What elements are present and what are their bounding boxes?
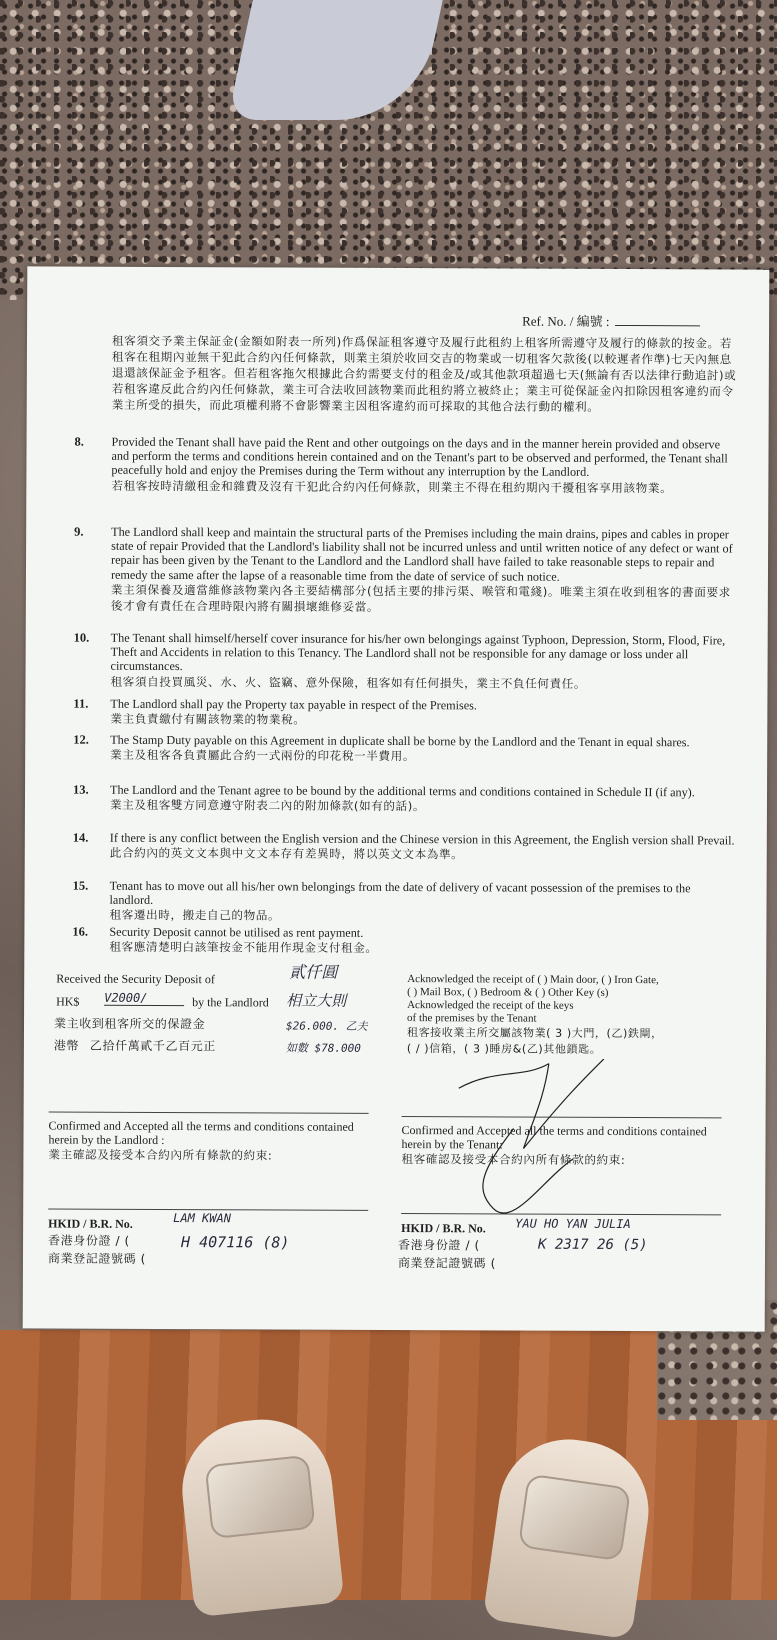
clause-number: 12. xyxy=(73,732,89,747)
ref-label: Ref. No. / 編號 : xyxy=(522,313,610,329)
tenancy-agreement-page xyxy=(23,266,770,1331)
clause-14-english: If there is any conflict between the English version and the Chinese version in this Agreement, the English version shall Prevail. xyxy=(109,830,735,848)
keys-chinese-line-2: ( / )信箱，( 3 )睡房&(乙)其他鎖匙。 xyxy=(406,1042,602,1056)
hk-dollar-chinese-label: 港幣 xyxy=(53,1038,80,1053)
clause-15-english: Tenant has to move out all his/her own belongings from the date of delivery of vacant possession of the premises to the landlord. xyxy=(109,878,691,908)
shoe-bow xyxy=(205,1455,316,1539)
clause-10-chinese: 租客須自投買風災、水、火、盜竊、意外保險，租客如有任何損失，業主不負任何責任。 xyxy=(110,674,587,691)
tenant-hkid-label: HKID / B.R. No. xyxy=(401,1221,486,1236)
landlord-handwritten-name: 相立大則 xyxy=(286,991,347,1010)
clause-12-chinese: 業主及租客各負責屬此合約一式兩份的印花稅一半費用。 xyxy=(110,747,416,764)
deposit-chinese-line: 業主收到租客所交的保證金 xyxy=(53,1016,206,1032)
tenant-br-chinese: 商業登記證號碼 ( xyxy=(397,1256,496,1271)
clause-13-chinese: 業主及租客雙方同意遵守附表二內的附加條款(如有的話)。 xyxy=(109,797,426,814)
by-landlord-label: by the Landlord xyxy=(192,995,269,1010)
clause-10 xyxy=(73,630,737,692)
reference-number xyxy=(522,311,700,331)
landlord-confirm-english: Confirmed and Accepted all the terms and conditions contained herein by the Landlord : xyxy=(48,1118,354,1147)
keys-line-3: Acknowledged the receipt of the keys xyxy=(407,999,574,1012)
landlord-confirm-chinese: 業主確認及接受本合約內所有條款的約束: xyxy=(48,1147,273,1163)
clause-number: 16. xyxy=(72,924,89,939)
clause-16 xyxy=(72,924,736,958)
clause-7-chinese: 租客須交予業主保証金(金額如附表一所列)作爲保証租客遵守及履行此租約上租客所需遵守及履行的條款的按金。若租客在租期內並無干犯此合約內任何條款，則業主須於收回交吉的物業或一切租客欠款後(以較遲者作準)七天內無息退還該保証金予租客。但若租客拖欠根據此合約需要支付的租金及/或其他款項超過七天(無論有否以法律行動追討)或若租客違反此合約內任何條款，業主可合法收回該物業而此租約將立被終止；業主可從保証金內扣除因租客違約而令業主所受的損失，而此項權利將不會影響業主因租客違約而可採取的其他合法行動的權利。 xyxy=(111,333,737,414)
landlord-name-handwritten: LAM KWAN xyxy=(173,1211,231,1226)
clause-14-chinese: 此合約內的英文文本與中文文本存有差異時，將以英文文本為準。 xyxy=(109,845,464,862)
deposit-total-note: 如數 $78.000 xyxy=(285,1041,361,1055)
clause-16-english: Security Deposit cannot be utilised as rent payment. xyxy=(109,924,364,940)
clause-16-chinese: 租客應清楚明白該筆按金不能用作現金支付租金。 xyxy=(109,939,378,956)
tenant-signature-scribble xyxy=(453,1058,624,1239)
clause-8-chinese: 若租客按時清繳租金和雜費及沒有干犯此合約內任何條款，則業主不得在租約期內干擾租客享用該物業。 xyxy=(111,478,673,495)
keys-chinese-line-1: 租客接收業主所交屬該物業( 3 )大門，(乙)鉄閘， xyxy=(406,1026,663,1041)
deposit-amount-field[interactable]: V2000/ xyxy=(104,991,184,1006)
landlord-hkid-label: HKID / B.R. No. xyxy=(48,1216,133,1231)
landlord-confirmation xyxy=(48,1118,378,1163)
landlord-signature-line xyxy=(49,1111,369,1113)
landlord-id-handwritten: H 407116 (8) xyxy=(181,1233,290,1252)
tenant-name-handwritten: YAU HO YAN JULIA xyxy=(515,1216,631,1232)
shoe-bow xyxy=(518,1474,631,1562)
clause-14 xyxy=(72,830,737,864)
clause-10-english: The Tenant shall himself/herself cover insurance for his/her own belongings against Typhoon, Depression, Storm, Flood, Fire, Theft and Accidents in relation to this Tenancy. The Landlord shall not be responsible for any damage or loss under all circumstances. xyxy=(110,630,726,674)
keys-line-4: of the premises by the Tenant xyxy=(407,1012,537,1025)
clause-number: 15. xyxy=(72,878,89,893)
clause-number: 9. xyxy=(74,524,84,539)
clause-15 xyxy=(72,878,736,926)
landlord-br-chinese: 商業登記證號碼 ( xyxy=(47,1251,146,1266)
clause-number: 10. xyxy=(73,630,90,645)
deposit-hand-note: $26.000. 乙夫 xyxy=(285,1019,368,1033)
deposit-handwritten-note: 貳仟圓 xyxy=(289,962,338,982)
clause-number: 13. xyxy=(73,782,89,797)
clause-8-english: Provided the Tenant shall have paid the Rent and other outgoings on the days and in the manner herein provided and observe and perform the terms and conditions herein contained and on the Tenant's part to be observed and performed, the Tenant shall peacefully hold and enjoy the Premises during the Term without any interruption by the Landlord. xyxy=(111,434,728,480)
clause-15-chinese: 租客遷出時，搬走自己的物品。 xyxy=(109,908,281,923)
clause-11-english: The Landlord shall pay the Property tax payable in respect of the Premises. xyxy=(110,696,477,713)
clause-9-english: The Landlord shall keep and maintain the structural parts of the Premises including the main drains, pipes and cables in proper state of repair Provided that the Landlord's liability shall not be incurred unless and until written notice of any defect or want of repair has been given by the Tenant to the Landlord and the Landlord shall have failed to take reasonable steps to repair and remedy the same after the lapse of a reasonable time from the date of service of such notice. xyxy=(110,524,733,584)
clause-13-english: The Landlord and the Tenant agree to be bound by the additional terms and conditions contained in Schedule II (if any). xyxy=(110,782,695,800)
clause-9 xyxy=(74,524,738,617)
keys-line-2: ( ) Mail Box, ( ) Bedroom & ( ) Other Key (s) xyxy=(407,986,609,999)
tenant-confirm-chinese: 租客確認及接受本合約內所有條款的約束: xyxy=(401,1152,626,1168)
clause-number: 11. xyxy=(73,696,89,711)
clause-8 xyxy=(74,434,738,496)
tenant-confirm-english: Confirmed and Accepted all the terms and conditions contained herein by the Tenant: xyxy=(401,1123,707,1152)
ref-blank xyxy=(615,325,700,326)
tenant-id-handwritten: K 2317 26 (5) xyxy=(538,1236,648,1254)
clause-13 xyxy=(73,782,737,816)
clause-12-english: The Stamp Duty payable on this Agreement in duplicate shall be borne by the Landlord and the Tenant in equal shares. xyxy=(110,732,690,750)
tenant-hkid-chinese: 香港身份證 / ( xyxy=(398,1238,480,1253)
clause-9-chinese: 業主須保養及適當維修該物業內各主要結構部分(包括主要的排污渠、喉管和電綫)。唯業主須在收到租客的書面要求後才會有責任在合理時限內將有關損壞維修妥當。 xyxy=(110,582,731,614)
clause-number: 14. xyxy=(72,830,89,845)
landlord-hkid-chinese: 香港身份證 / ( xyxy=(48,1233,130,1248)
deposit-amount-chinese: 乙拾仟萬貳千乙百元正 xyxy=(89,1038,216,1054)
hk-dollar-label: HK$ xyxy=(56,994,80,1009)
keys-acknowledgement xyxy=(407,973,663,1058)
clause-number: 8. xyxy=(74,434,84,449)
clause-11-chinese: 業主負責繳付有關該物業的物業稅。 xyxy=(110,711,306,727)
deposit-received-label: Received the Security Deposit of xyxy=(56,971,215,987)
keys-line-1: Acknowledged the receipt of ( ) Main door, ( ) Iron Gate, xyxy=(407,973,659,987)
clause-12 xyxy=(73,732,737,766)
clause-11 xyxy=(73,696,737,730)
